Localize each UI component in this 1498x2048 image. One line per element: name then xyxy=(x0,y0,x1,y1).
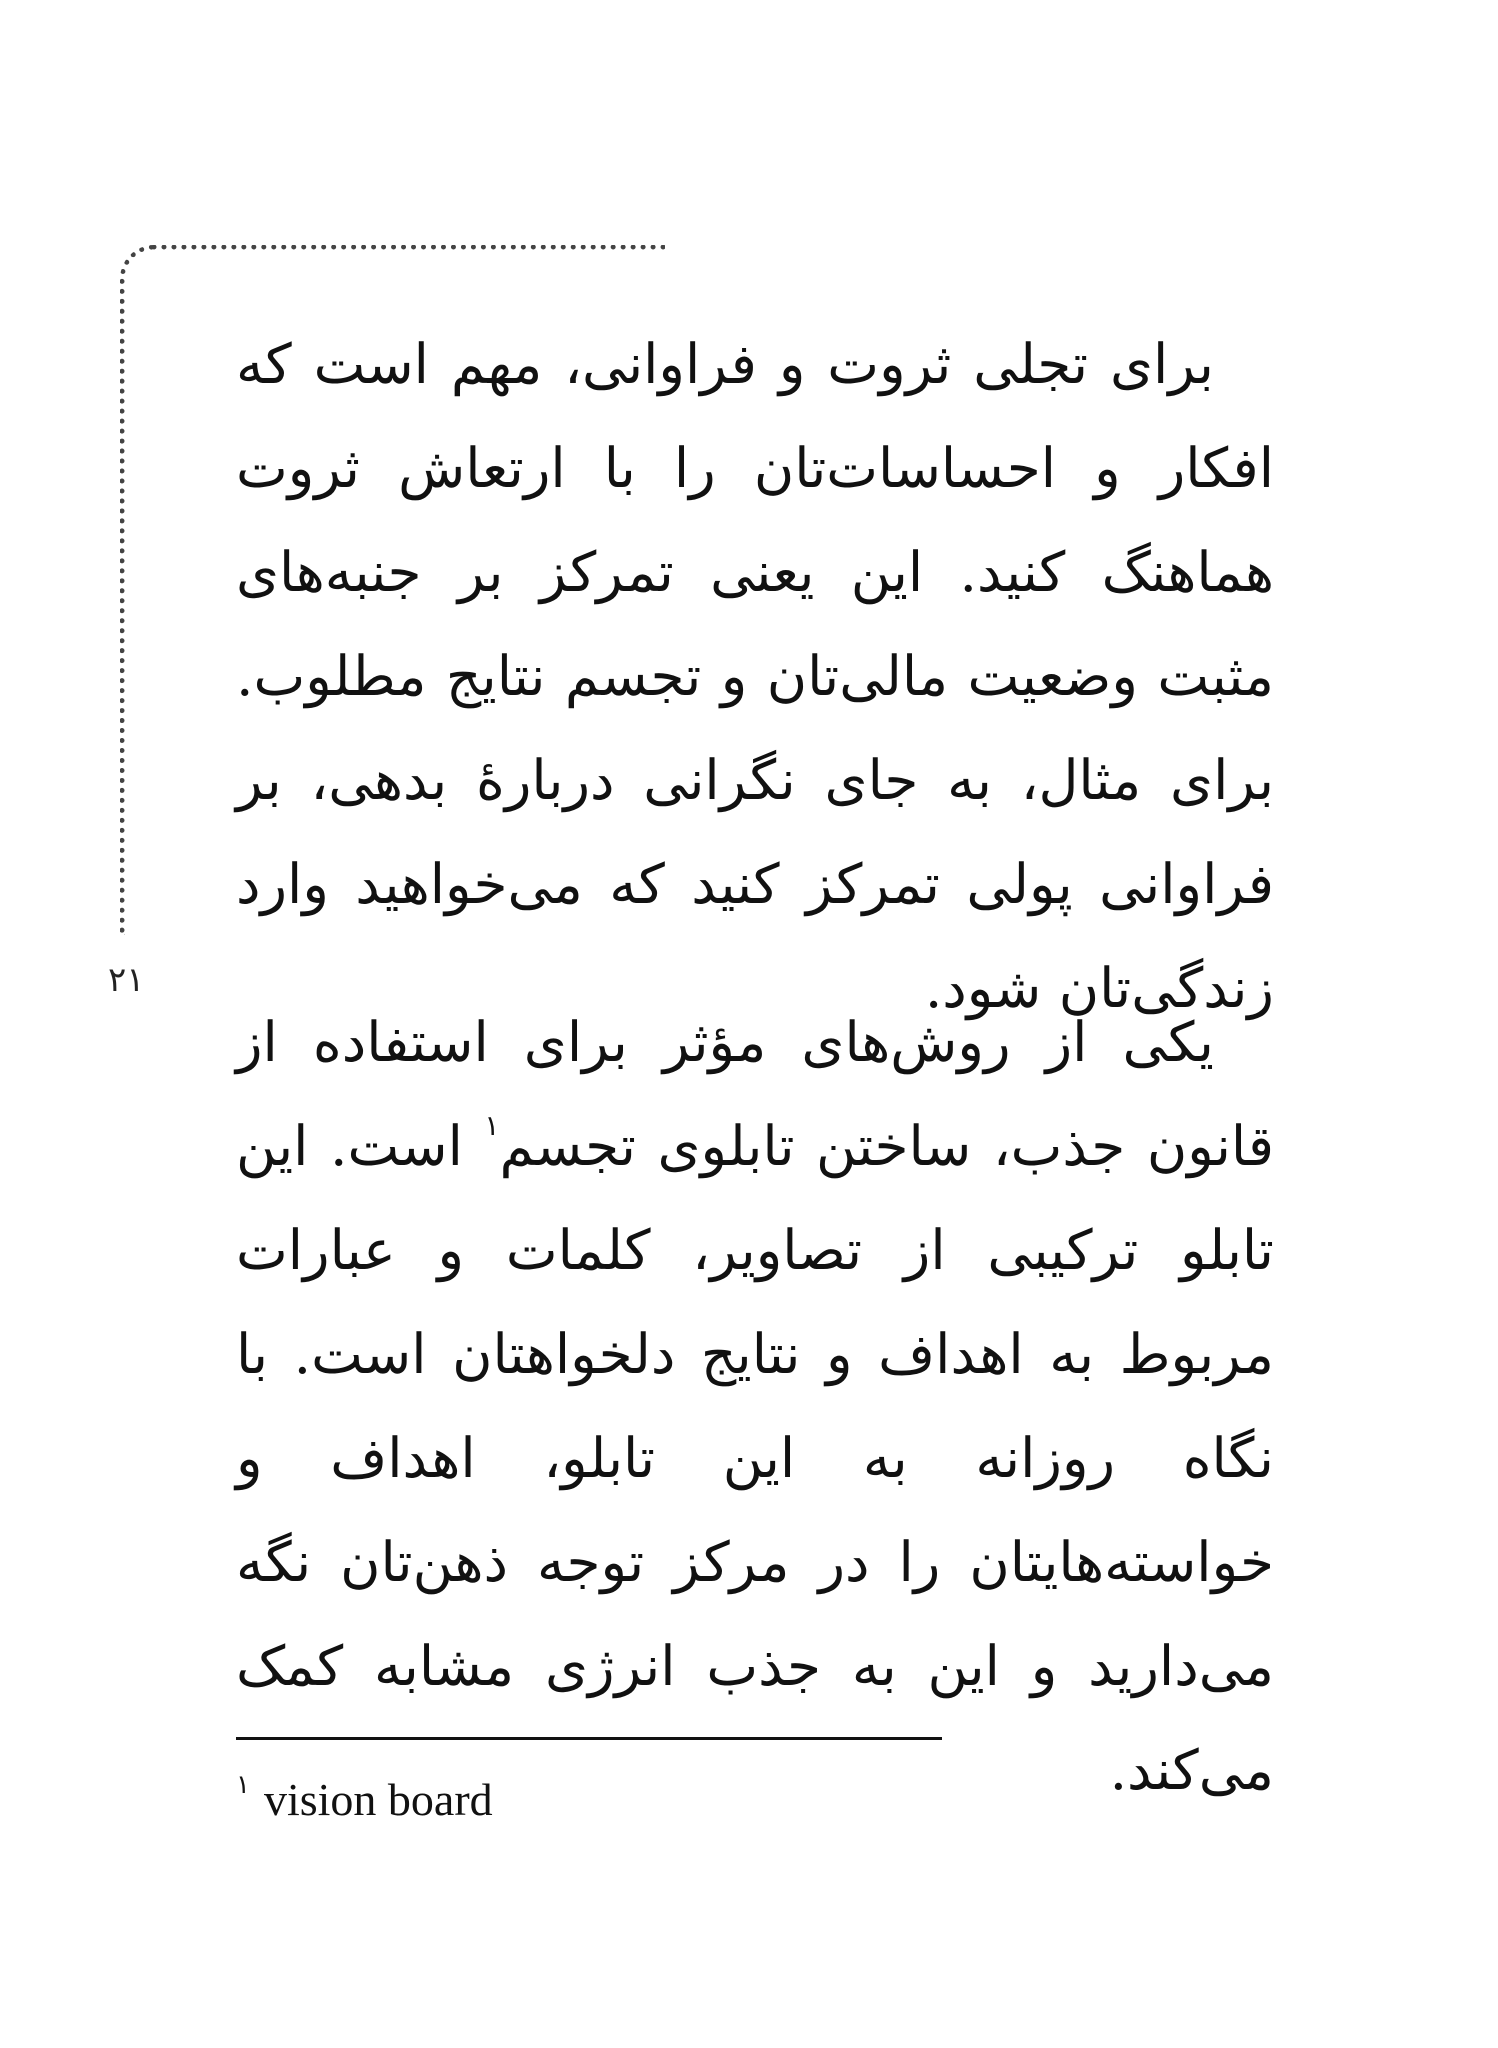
paragraph-1 xyxy=(236,312,1274,1040)
footnote-marker: ۱ xyxy=(236,1770,250,1799)
footnote-reference-marker[interactable]: ۱ xyxy=(484,1109,500,1142)
footnote-text: vision board xyxy=(263,1774,493,1825)
page-number: ۲۱ xyxy=(108,960,145,1000)
paragraph-1-text: برای تجلی ثروت و فراوانی، مهم است که افکار و احساسات‌تان را با ارتعاش ثروت هماهنگ کنید. این یعنی تمرکز بر جنبه‌های مثبت وضعیت مالی‌تان و تجسم نتایج مطلوب. برای مثال، به جای نگرانی دربارهٔ بدهی، بر فراوانی پولی تمرکز کنید که می‌خواهید وارد زندگی‌تان شود. xyxy=(236,332,1274,1020)
paragraph-2 xyxy=(236,990,1274,1822)
paragraph-2-text-before-note: یکی از روش‌های مؤثر برای استفاده از قانون جذب، ساختن تابلوی تجسم xyxy=(236,1010,1274,1178)
footnote xyxy=(236,1770,493,1826)
footnote-separator xyxy=(236,1737,942,1740)
paragraph-2-text-after-note: است. این تابلو ترکیبی از تصاویر، کلمات و عبارات مربوط به اهداف و نتایج دلخواهتان است. با نگاه روزانه به این تابلو، اهداف و خواسته‌هایتان را در مرکز توجه ذهن‌تان نگه می‌دارید و این به جذب انرژی مشابه کمک می‌کند. xyxy=(236,1114,1274,1802)
